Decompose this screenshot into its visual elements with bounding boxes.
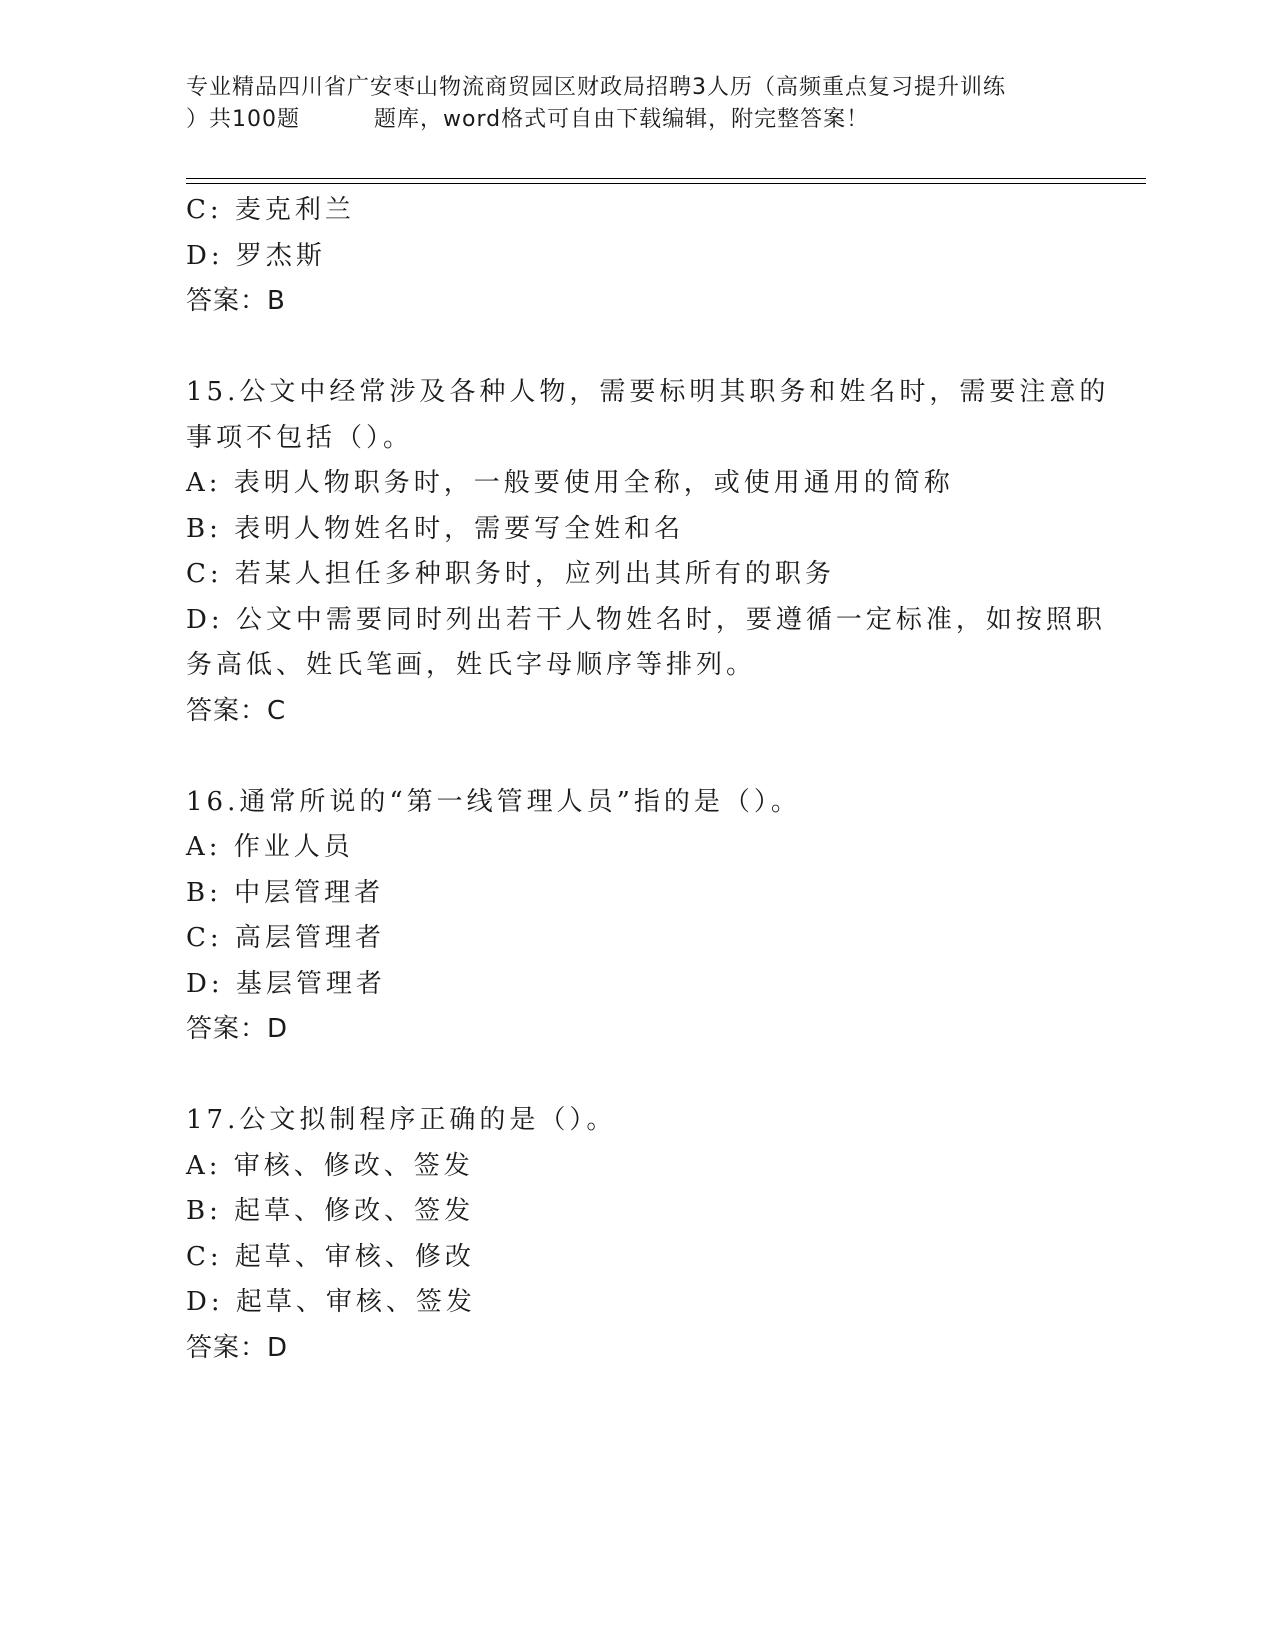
option-d: D: 起草、审核、签发 <box>186 1287 476 1317</box>
header-rule-bottom <box>186 183 1146 184</box>
question-prev <box>186 188 1086 325</box>
question-text: 15.公文中经常涉及各种人物，需要标明其职务和姓名时，需要注意的 <box>186 377 1110 407</box>
header-question-count: ）共100题 <box>186 107 300 132</box>
option-d: D: 罗杰斯 <box>186 240 326 271</box>
question-15 <box>186 370 1110 734</box>
option-d-cont: 务高低、姓氏笔画，姓氏字母顺序等排列。 <box>186 650 757 680</box>
option-a: A: 表明人物职务时，一般要使用全称，或使用通用的简称 <box>186 468 954 498</box>
option-c: C: 起草、审核、修改 <box>186 1241 475 1272</box>
answer: 答案：C <box>186 695 287 726</box>
option-b: B: 起草、修改、签发 <box>186 1196 475 1226</box>
option-b: B: 中层管理者 <box>186 877 385 908</box>
header-line-2 <box>186 104 1086 136</box>
option-c: C: 麦克利兰 <box>186 195 355 225</box>
option-a: A: 审核、修改、签发 <box>186 1150 474 1181</box>
option-b: B: 表明人物姓名时，需要写全姓和名 <box>186 513 685 544</box>
question-16 <box>186 780 1086 1053</box>
question-text: 17.公文拟制程序正确的是（）。 <box>186 1105 617 1135</box>
question-17 <box>186 1098 1086 1371</box>
question-list <box>186 188 1110 1371</box>
option-c: C: 若某人担任多种职务时，应列出其所有的职务 <box>186 559 835 589</box>
question-text: 16.通常所说的“第一线管理人员”指的是（）。 <box>186 786 801 817</box>
option-d: D: 公文中需要同时列出若干人物姓名时，要遵循一定标准，如按照职 <box>186 604 1106 635</box>
answer: 答案：D <box>186 1014 289 1044</box>
answer: 答案：D <box>186 1332 289 1363</box>
header-format-note: 题库，word格式可自由下载编辑，附完整答案！ <box>374 107 870 132</box>
answer: 答案：B <box>186 286 286 316</box>
option-a: A: 作业人员 <box>186 832 354 862</box>
document-header <box>186 72 1086 136</box>
option-c: C: 高层管理者 <box>186 923 385 953</box>
option-d: D: 基层管理者 <box>186 968 386 999</box>
question-text-cont: 事项不包括（）。 <box>186 422 414 453</box>
header-rule-top <box>186 178 1146 179</box>
header-line-1: 专业精品四川省广安枣山物流商贸园区财政局招聘3人历（高频重点复习提升训练 <box>186 75 1006 100</box>
